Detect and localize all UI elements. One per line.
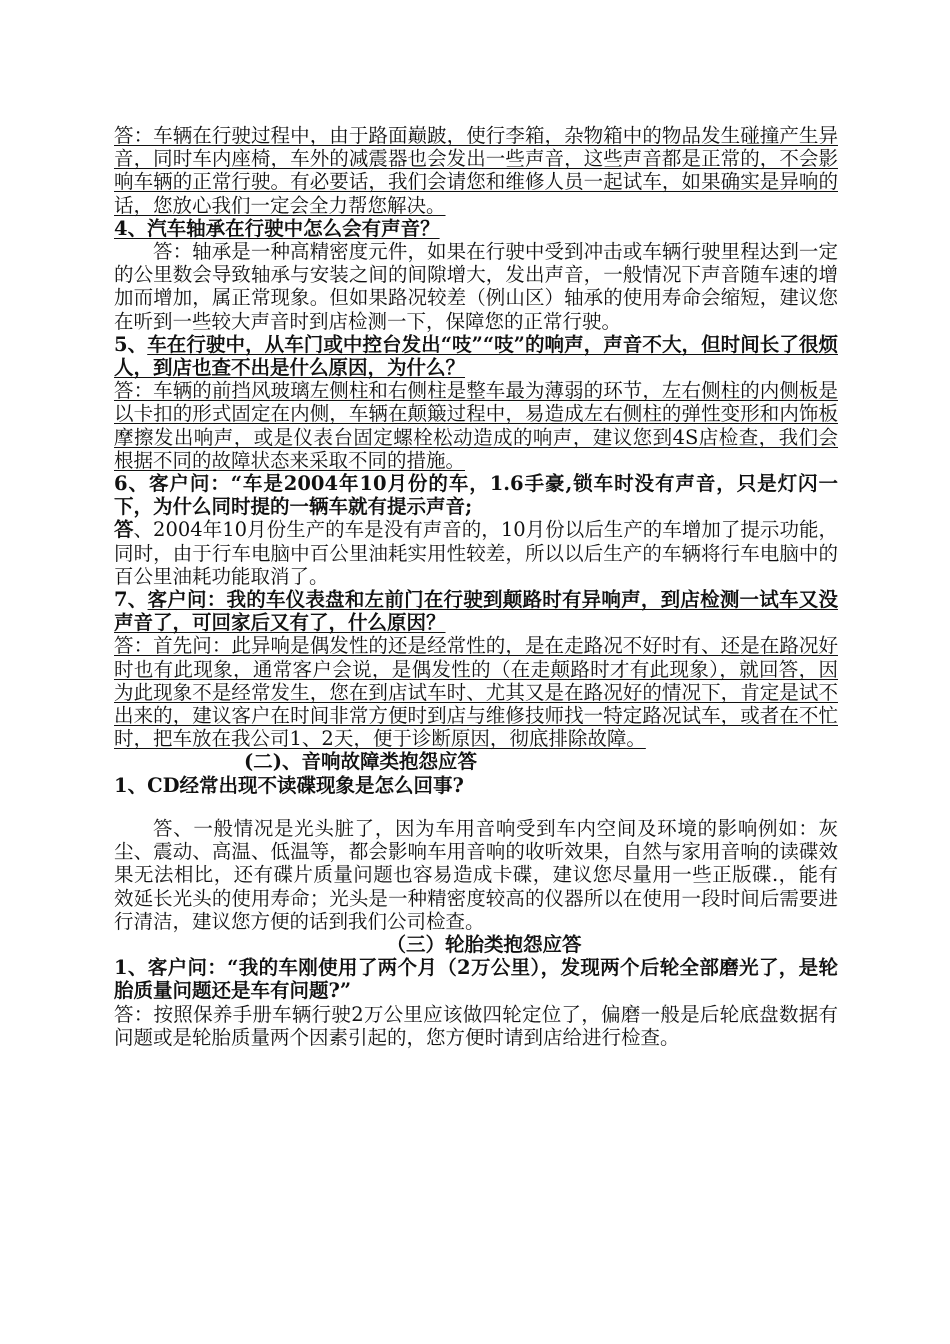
section-3-answer-1: 答：按照保养手册车辆行驶2万公里应该做四轮定位了，偏磨一般是后轮底盘数据有问题或是轮胎质量两个因素引起的，您方便时请到店给进行检查。 [114,1002,838,1049]
answer-6-text: 、2004年10月份生产的车是没有声音的，10月份以后生产的车增加了提示功能，同时，由于行车电脑中百公里油耗实用性较差，所以以后生产的车辆将行车电脑中的百公里油耗功能取消了。 [114,518,838,588]
answer-3: 答：车辆在行驶过程中，由于路面巅跛，使行李箱，杂物箱中的物品发生碰撞产生异音，同时车内座椅，车外的减震器也会发出一些声音，这些声音都是正常的，不会影响车辆的正常行驶。有必要话，我们会请您和维修人员一起试车，如果确实是异响的话，您放心我们一定会全力帮您解决。 [114,124,838,217]
question-5-text: 车在行驶中，从车门或中控台发出“吱”“吱”的响声，声音不大，但时间长了很烦人，到店也查不出是什么原因，为什么？ [114,332,838,380]
section-3-heading: （三）轮胎类抱怨应答 [386,932,582,956]
answer-5: 答：车辆的前挡风玻璃左侧柱和右侧柱是整车最为薄弱的环节，左右侧柱的内侧板是以卡扣的形式固定在内侧，车辆在颠簸过程中，易造成左右侧柱的弹性变形和内饰板摩擦发出响声，或是仪表台固定螺栓松动造成的响声，建议您到4S店检查，我们会根据不同的故障状态来采取不同的措施。 [114,379,838,472]
section-2-answer-1: 答、一般情况是光头脏了，因为车用音响受到车内空间及环境的影响例如：灰尘、震动、高温、低温等，都会影响车用音响的收听效果，自然与家用音响的读碟效果无法相比，还有碟片质量问题也容易造成卡碟，建议您尽量用一些正版碟.，能有 效延长光头的使用寿命；光头是一种精密度较高的仪器所以在使用一段时间后需要进行清洁，建议您方便的话到我们公司检查。 [114,816,845,933]
spacer [114,797,838,817]
question-7-text: 客户问：我的车仪表盘和左前门在行驶到颠路时有异响声，到店检测一试车又没声音了，可回家后又有了，什么原因？ [114,588,838,635]
section-3-question-1: 1、客户问：“我的车刚使用了两个月（2万公里），发现两个后轮全部磨光了，是轮胎质量问题还是车有问题?” [114,956,838,1003]
question-7 [114,588,838,634]
answer-4: 答：轴承是一种高精密度元件，如果在行驶中受到冲击或车辆行驶里程达到一定的公里数会导致轴承与安装之间的间隙增大，发出声音，一般情况下声音随车速的增加而增加，属正常现象。但如果路况较差（例山区）轴承的使用寿命会缩短，建议您在听到一些较大声音时到店检测一下，保障您的正常行驶。 [114,240,838,333]
section-2-question-1: 1、CD经常出现不读碟现象是怎么回事? [114,773,464,797]
question-7-number: 7、 [114,588,148,612]
document-page [114,124,845,1049]
answer-7: 答：首先问：此异响是偶发性的还是经常性的，是在走路况不好时有、还是在路况好时也有此现象，通常客户会说，是偶发性的（在走颠路时才有此现象），就回答，因为此现象不是经常发生，您在到店试车时、尤其又是在路况好的情况下，肯定是试不出来的，建议客户在时间非常方便时到店与维修技师找一特定路况试车，或者在不忙时，把车放在我公司1、2天，便于诊断原因，彻底排除故障。 [114,634,838,751]
question-5 [114,333,838,379]
section-2-heading: (二)、音响故障类抱怨应答 [244,750,477,774]
question-6: 6、客户问：“车是2004年10月份的车，1.6手豪,锁车时没有声音，只是灯闪一下，为什么同时提的一辆车就有提示声音; [114,472,838,519]
question-4: 4、汽车轴承在行驶中怎么会有声音？ [114,216,440,240]
answer-6 [114,518,838,588]
answer-6-lead: 答 [114,518,134,542]
question-5-number: 5、 [114,332,148,356]
